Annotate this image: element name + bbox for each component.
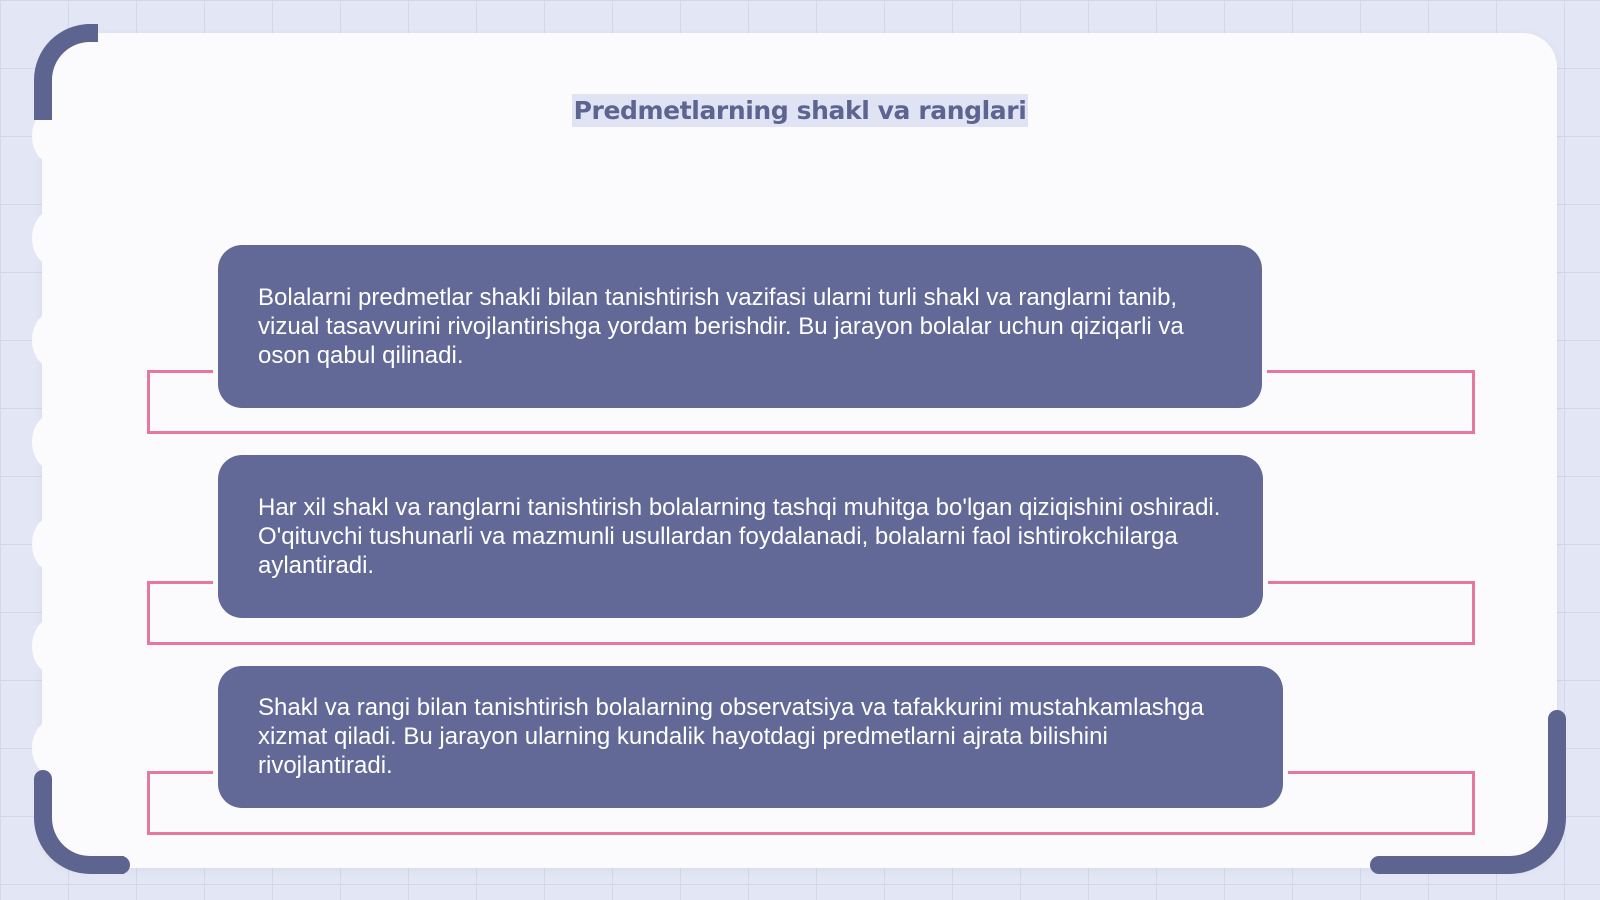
corner-bracket-cap (80, 24, 98, 42)
card-frame-2-top-right (1268, 581, 1475, 584)
paper-edge-notch (32, 312, 74, 368)
paper-edge-notch (32, 210, 74, 266)
text-card-1-body: Bolalarni predmetlar shakli bilan tanishtirish vazifasi ularni turli shakl va ranglarni tanib, vizual tasavvurini rivojlantirishga yordam berishdir. Bu jarayon bolalar uchun qiziqarli va oson qabul qilinadi. (258, 284, 1184, 369)
text-card-3-body: Shakl va rangi bilan tanishtirish bolalarning observatsiya va tafakkurini mustahkamlashga xizmat qiladi. Bu jarayon ularning kundalik hayotdagi predmetlarni ajrata bilishini rivojlantiradi. (258, 694, 1204, 779)
text-card-2-body: Har xil shakl va ranglarni tanishtirish bolalarning tashqi muhitga bo'lgan qiziqishini oshiradi. O'qituvchi tushunarli va mazmunli usullardan foydalanadi, bolalarni faol ishtirokchilarga aylantiradi. (258, 494, 1221, 579)
card-frame-3-top-right (1288, 771, 1475, 774)
paper-edge-notch (32, 516, 74, 572)
slide-title: Predmetlarning shakl va ranglari (573, 96, 1027, 125)
paper-edge-notch (32, 720, 74, 776)
paper-edge-notch (32, 414, 74, 470)
corner-bracket-cap (34, 770, 52, 788)
card-frame-1-top-left (147, 370, 213, 373)
slide-title-wrap (0, 94, 1600, 127)
paper-edge-notch (32, 618, 74, 674)
text-card-3 (218, 666, 1283, 808)
corner-bracket-cap (112, 856, 130, 874)
text-card-1 (218, 245, 1262, 408)
corner-bracket-cap (1370, 856, 1388, 874)
card-frame-3-top-left (147, 771, 213, 774)
card-frame-1-top-right (1267, 370, 1475, 373)
card-frame-2-top-left (147, 581, 213, 584)
text-card-2 (218, 455, 1263, 618)
corner-bracket-bottom-left (34, 778, 124, 874)
corner-bracket-cap (1548, 710, 1566, 728)
